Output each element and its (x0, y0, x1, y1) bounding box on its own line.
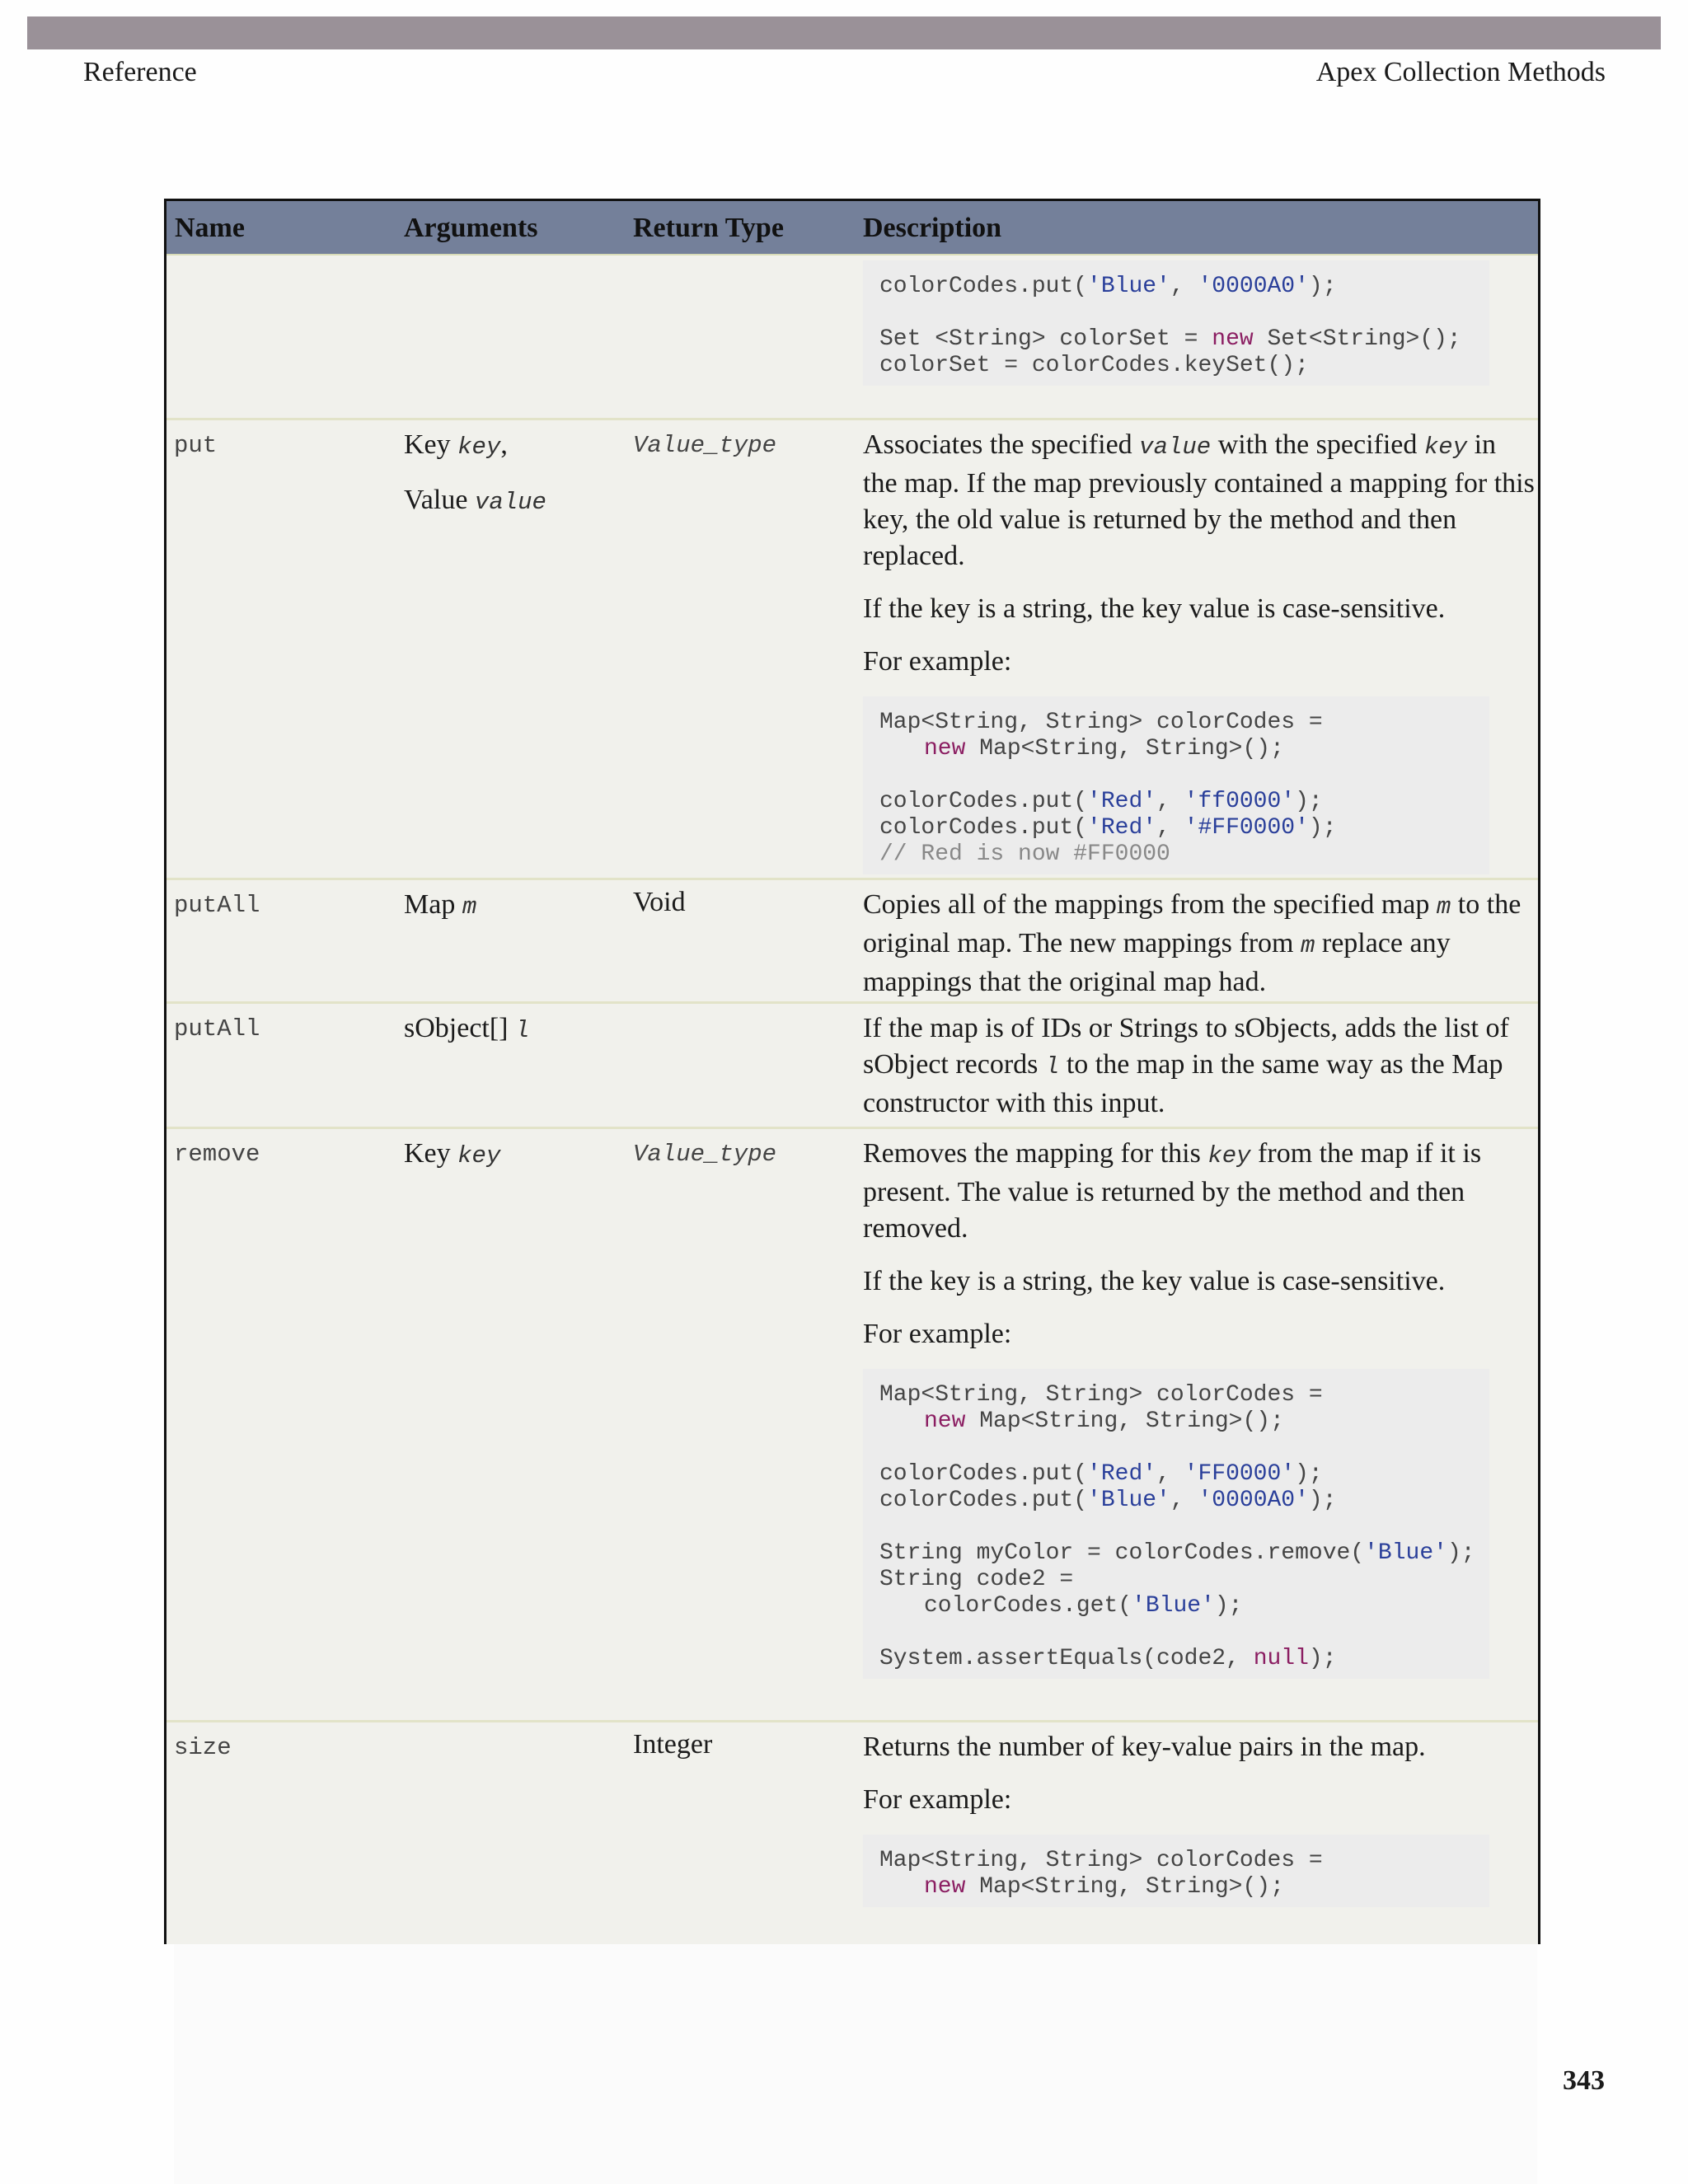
code-token: Map<String, String>(); (965, 1408, 1284, 1434)
code-token: String myColor = colorCodes.remove( (879, 1540, 1365, 1566)
arg-type: sObject[] (404, 1013, 516, 1043)
code-token: 'Blue' (1087, 1488, 1170, 1513)
code-token: 'Red' (1087, 789, 1157, 814)
inline-code: l (1044, 1053, 1060, 1080)
description-paragraph: Returns the number of key-value pairs in the map. (863, 1732, 1426, 1762)
code-token: ); (1308, 815, 1337, 841)
arg-type: Key (404, 1138, 458, 1169)
code-token: ); (1447, 1540, 1475, 1566)
code-token: colorCodes.put( (879, 1488, 1088, 1513)
text: to the map in the same way as the Map constructor with this input. (863, 1049, 1503, 1118)
table-row-putall-map (166, 880, 1538, 1004)
code-token: // Red is now #FF0000 (879, 841, 1170, 867)
code-line (879, 815, 1473, 841)
code-line (879, 1514, 1473, 1540)
table-row-putall-sobject (166, 1004, 1538, 1129)
code-token: , (1156, 815, 1184, 841)
code-line (879, 1848, 1473, 1874)
code-token: 'Blue' (1364, 1540, 1447, 1566)
method-name: put (174, 432, 218, 459)
description-cell (863, 1729, 1535, 1907)
method-name: putAll (174, 892, 260, 919)
code-token: ); (1295, 1461, 1323, 1487)
col-header-name: Name (175, 213, 245, 243)
return-type: Value_type (633, 1141, 777, 1168)
text: with the specified (1211, 429, 1424, 460)
col-header-return-type: Return Type (633, 213, 784, 243)
code-token: new (1212, 326, 1254, 352)
top-bar (27, 16, 1661, 49)
table-row-remove (166, 1129, 1538, 1722)
code-line (879, 1488, 1473, 1514)
code-token: Map<String, String>(); (965, 1874, 1284, 1900)
code-token: 'FF0000' (1184, 1461, 1296, 1487)
inline-code: key (1423, 434, 1468, 461)
page-bottom-panel (174, 1943, 1537, 2184)
text: Copies all of the mappings from the specified map (863, 889, 1437, 920)
code-line (879, 1382, 1473, 1408)
code-line (879, 1540, 1473, 1567)
code-token: colorCodes.put( (879, 789, 1088, 814)
code-line (879, 326, 1473, 353)
page-number: 343 (1563, 2065, 1605, 2096)
inline-code: key (1207, 1142, 1251, 1169)
method-name: size (174, 1734, 232, 1761)
code-block (863, 1835, 1489, 1907)
code-token: '0000A0' (1198, 274, 1309, 299)
code-token: '#FF0000' (1184, 815, 1309, 841)
code-line (879, 353, 1473, 379)
code-token: colorCodes.get( (924, 1593, 1132, 1619)
table-row-size (166, 1722, 1538, 1944)
code-token: System.assertEquals(code2, (879, 1646, 1254, 1671)
arguments-cell (404, 1136, 500, 1174)
code-token: new (924, 736, 966, 762)
arg-name: key (457, 1142, 501, 1169)
code-token: 'ff0000' (1184, 789, 1296, 814)
description-cell (863, 427, 1535, 874)
code-token: 'Blue' (1087, 274, 1170, 299)
code-token: ); (1308, 274, 1337, 299)
description-paragraph: For example: (863, 1319, 1012, 1349)
arg-separator: , (500, 429, 508, 460)
code-line (879, 710, 1473, 736)
code-line (879, 762, 1473, 789)
code-line (879, 274, 1473, 300)
code-line (879, 1408, 1473, 1435)
argument-1 (404, 427, 546, 466)
code-token: ); (1214, 1593, 1243, 1619)
code-token: null (1253, 1646, 1309, 1671)
description-cell (863, 887, 1535, 1001)
code-token: colorCodes.put( (879, 274, 1088, 299)
method-name: putAll (174, 1015, 260, 1043)
code-token: Set <String> colorSet = (879, 326, 1212, 352)
arguments-cell (404, 427, 546, 537)
code-line (879, 1461, 1473, 1488)
description-paragraph: If the key is a string, the key value is case-sensitive. (863, 1266, 1446, 1296)
col-header-arguments: Arguments (404, 213, 538, 243)
code-line (879, 1619, 1473, 1646)
code-token: colorCodes.put( (879, 815, 1088, 841)
header-section: Reference (83, 57, 197, 87)
code-line (879, 1646, 1473, 1672)
arg-name: key (457, 434, 501, 461)
code-token: Set<String>(); (1253, 326, 1461, 352)
code-line (879, 1874, 1473, 1900)
arg-name: l (515, 1017, 530, 1044)
header-title: Apex Collection Methods (1315, 57, 1606, 87)
arg-name: value (474, 489, 546, 516)
method-name: remove (174, 1141, 260, 1168)
code-token: colorCodes.put( (879, 1461, 1088, 1487)
return-type: Void (633, 887, 686, 917)
code-token: Map<String, String> colorCodes = (879, 1382, 1323, 1408)
text: replace any mappings that the original map had. (863, 928, 1451, 997)
description-cell (863, 244, 1535, 386)
code-token: colorSet = colorCodes.keySet(); (879, 353, 1309, 378)
description-paragraph (863, 427, 1535, 574)
code-token: new (924, 1408, 966, 1434)
code-token: , (1156, 789, 1184, 814)
code-block (863, 696, 1489, 874)
code-token: , (1170, 274, 1198, 299)
code-token: ); (1308, 1646, 1337, 1671)
text: to the original map. The new mappings from (863, 889, 1522, 958)
col-header-description: Description (863, 213, 1002, 243)
code-token: '0000A0' (1198, 1488, 1309, 1513)
code-line (879, 736, 1473, 762)
arg-name: m (462, 893, 477, 921)
argument-2 (404, 482, 546, 521)
code-token: , (1156, 1461, 1184, 1487)
arg-type: Map (404, 889, 462, 920)
code-token: 'Red' (1087, 1461, 1157, 1487)
code-line (879, 1567, 1473, 1593)
text: in the map. If the map previously contained a mapping for this key, the old value is returned by the method and then replaced. (863, 429, 1535, 571)
code-token: String code2 = (879, 1567, 1074, 1592)
description-paragraph (863, 1136, 1535, 1247)
code-block (863, 1369, 1489, 1679)
arg-type: Value (404, 485, 475, 515)
code-line (879, 789, 1473, 815)
description-cell (863, 1136, 1535, 1679)
arguments-cell (404, 887, 476, 926)
methods-table (164, 199, 1540, 1944)
code-token: Map<String, String> colorCodes = (879, 710, 1323, 735)
description-cell (863, 1010, 1535, 1122)
text: Removes the mapping for this (863, 1138, 1208, 1169)
code-token: ); (1295, 789, 1323, 814)
inline-code: value (1139, 434, 1212, 461)
inline-code: m (1436, 893, 1451, 921)
code-token: ); (1308, 1488, 1337, 1513)
return-type: Integer (633, 1729, 713, 1760)
code-token: 'Red' (1087, 815, 1157, 841)
code-line (879, 1435, 1473, 1461)
code-token: , (1170, 1488, 1198, 1513)
description-paragraph: For example: (863, 646, 1012, 677)
text: Associates the specified (863, 429, 1140, 460)
description-paragraph: For example: (863, 1784, 1012, 1815)
code-line (879, 841, 1473, 868)
arguments-cell (404, 1010, 529, 1049)
text: If the map is of IDs or Strings to sObjects, adds the list of sObject records (863, 1013, 1509, 1080)
code-line (879, 1593, 1473, 1619)
code-line (879, 300, 1473, 326)
code-token: new (924, 1874, 966, 1900)
inline-code: m (1300, 932, 1315, 959)
description-paragraph: If the key is a string, the key value is case-sensitive. (863, 593, 1446, 624)
return-type: Value_type (633, 432, 777, 459)
code-token: Map<String, String> colorCodes = (879, 1848, 1323, 1873)
code-token: 'Blue' (1132, 1593, 1215, 1619)
text: from the map if it is present. The value is returned by the method and then removed. (863, 1138, 1482, 1244)
table-row-put (166, 420, 1538, 880)
code-block (863, 260, 1489, 386)
code-token: Map<String, String>(); (965, 736, 1284, 762)
arg-type: Key (404, 429, 458, 460)
table-row-continued (166, 255, 1538, 420)
